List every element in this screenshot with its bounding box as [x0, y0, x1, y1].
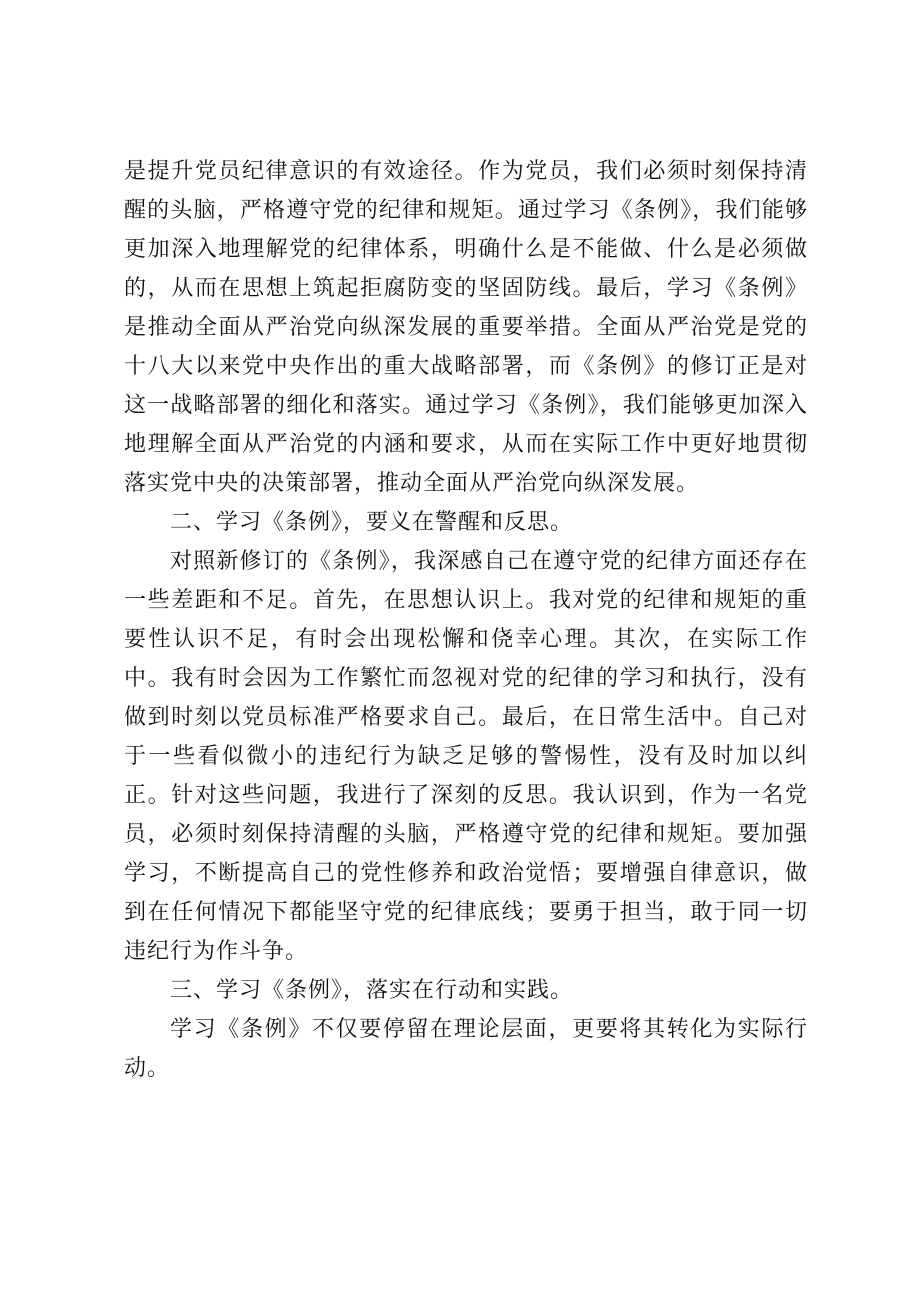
- section-heading-three: 三、学习《条例》，落实在行动和实践。: [170, 978, 574, 1003]
- document-body: [124, 152, 808, 1088]
- paragraph-action: 学习《条例》不仅要停留在理论层面，更要将其转化为实际行动。: [124, 1017, 808, 1081]
- paragraph-continuation: 是提升党员纪律意识的有效途径。作为党员，我们必须时刻保持清醒的头脑，严格遵守党的纪律和规矩。通过学习《条例》，我们能够更加深入地理解党的纪律体系，明确什么是不能做、什么是必须做的，从而在思想上筑起拒腐防变的坚固防线。最后，学习《条例》是推动全面从严治党向纵深发展的重要举措。全面从严治党是党的十八大以来党中央作出的重大战略部署，而《条例》的修订正是对这一战略部署的细化和落实。通过学习《条例》，我们能够更加深入地理解全面从严治党的内涵和要求，从而在实际工作中更好地贯彻落实党中央的决策部署，推动全面从严治党向纵深发展。: [124, 159, 808, 496]
- section-heading-two: 二、学习《条例》，要义在警醒和反思。: [170, 510, 574, 535]
- paragraph-reflection: 对照新修订的《条例》，我深感自己在遵守党的纪律方面还存在一些差距和不足。首先，在思想认识上。我对党的纪律和规矩的重要性认识不足，有时会出现松懈和侥幸心理。其次，在实际工作中。我有时会因为工作繁忙而忽视对党的纪律的学习和执行，没有做到时刻以党员标准严格要求自己。最后，在日常生活中。自己对于一些看似微小的违纪行为缺乏足够的警惕性，没有及时加以纠正。针对这些问题，我进行了深刻的反思。我认识到，作为一名党员，必须时刻保持清醒的头脑，严格遵守党的纪律和规矩。要加强学习，不断提高自己的党性修养和政治觉悟；要增强自律意识，做到在任何情况下都能坚守党的纪律底线；要勇于担当，敢于同一切违纪行为作斗争。: [124, 549, 808, 964]
